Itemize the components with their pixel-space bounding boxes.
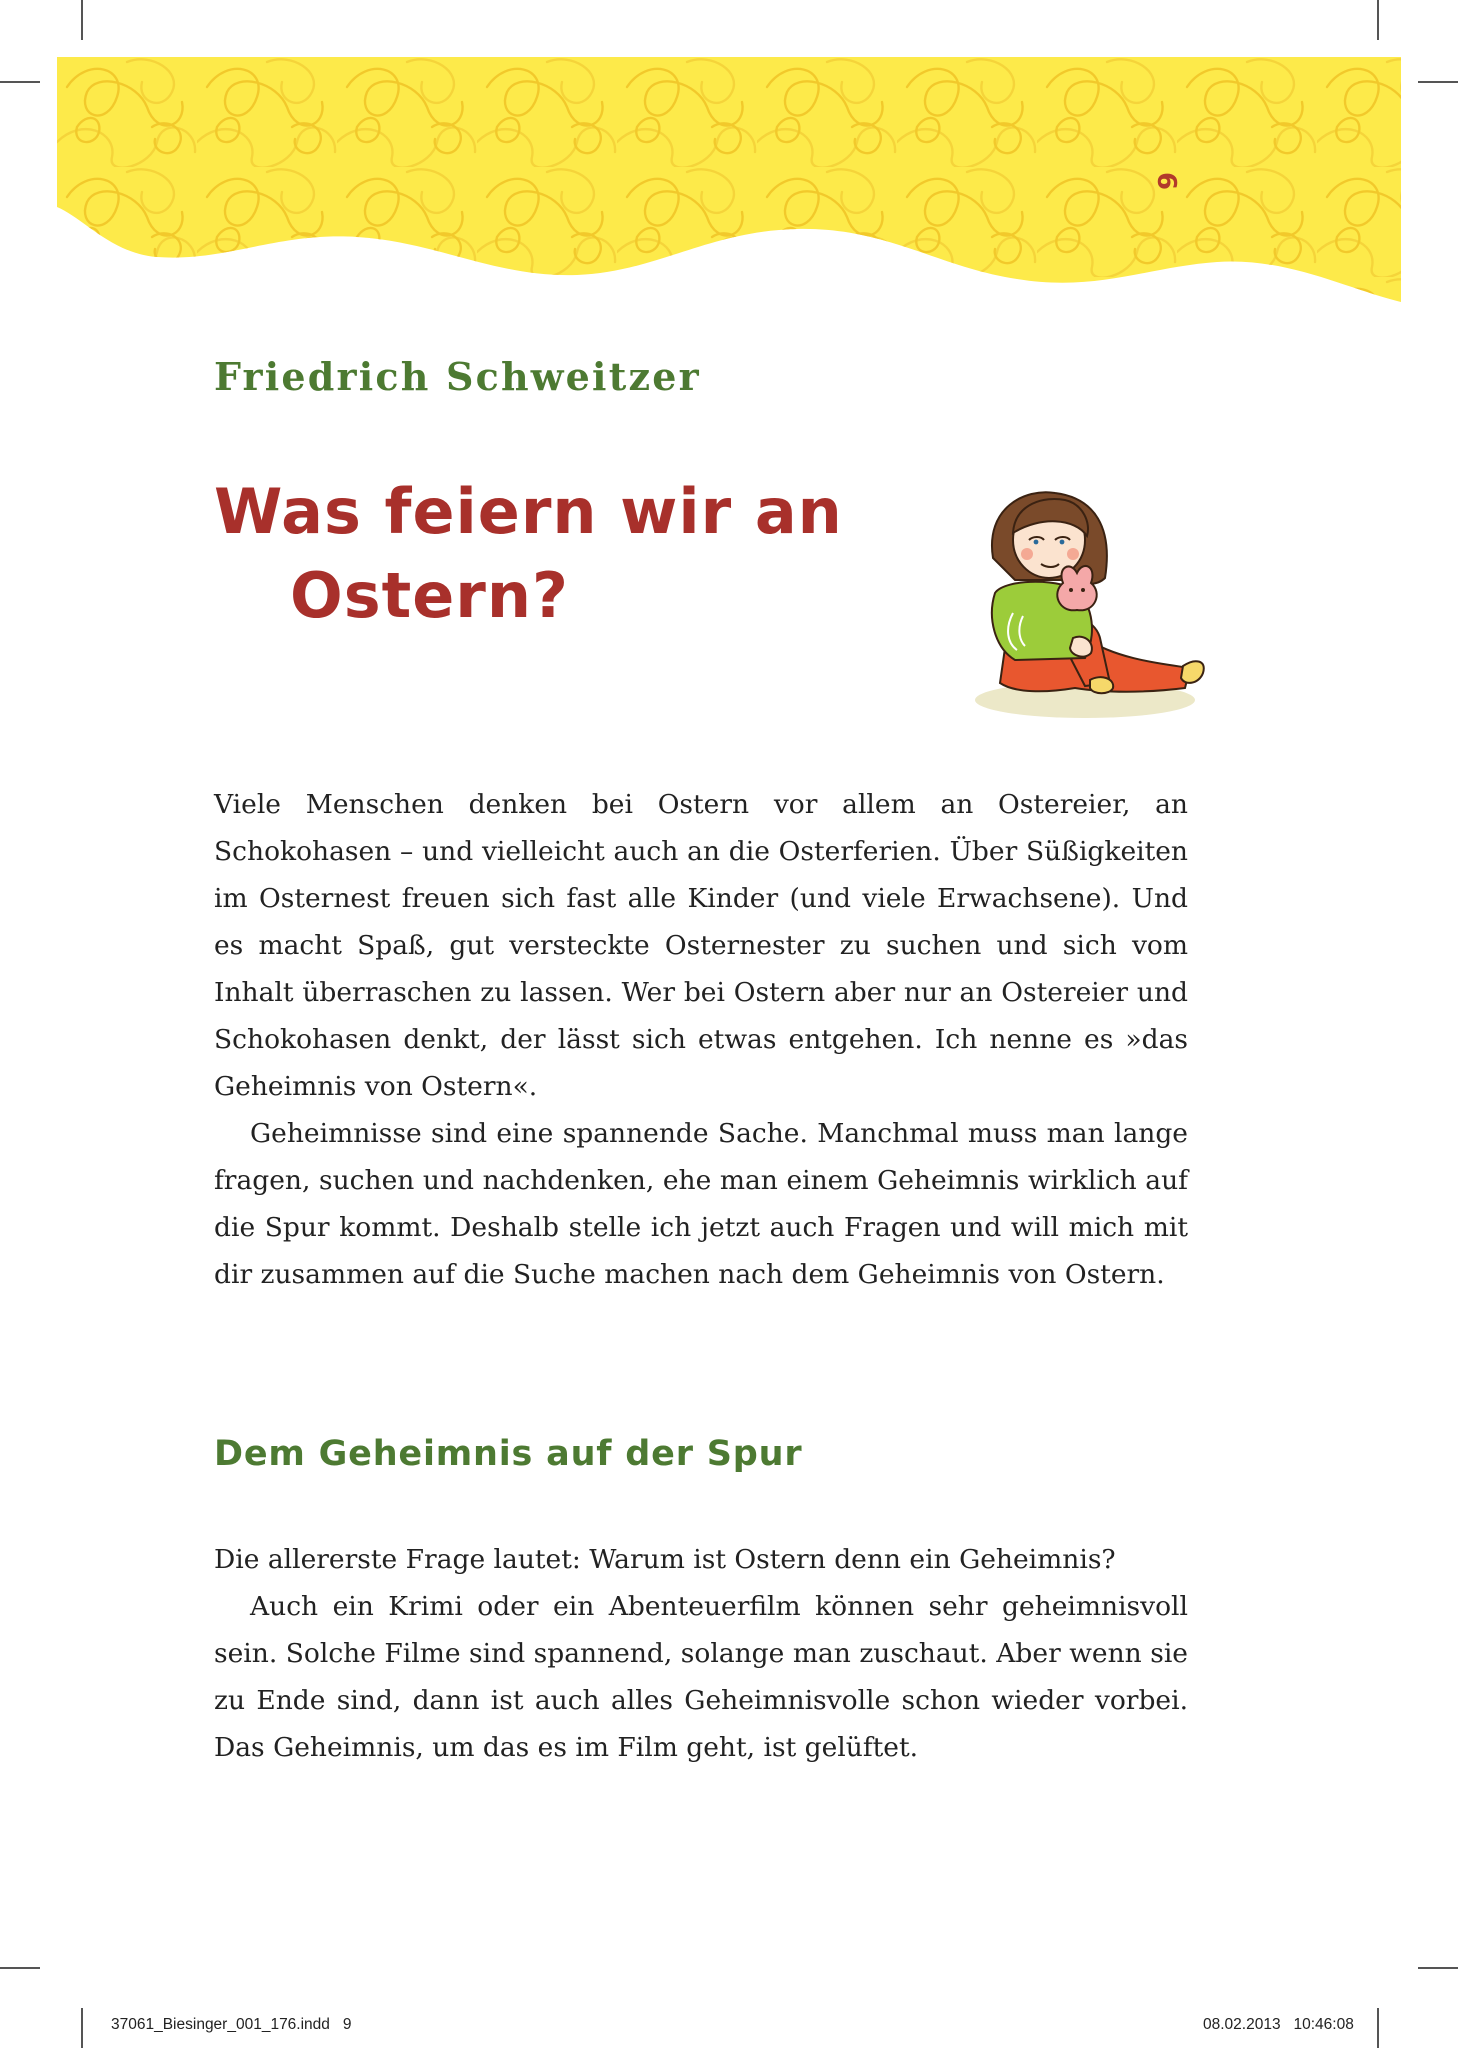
- footer-timestamp: 08.02.2013 10:46:08: [1203, 2016, 1354, 2033]
- title-line-1: Was feiern wir an: [214, 475, 843, 548]
- crop-mark: [81, 0, 83, 40]
- footer-file-info: 37061_Biesinger_001_176.indd 9: [111, 2016, 352, 2033]
- section-heading: Dem Geheimnis auf der Spur: [214, 1434, 803, 1474]
- crop-mark: [1418, 81, 1458, 83]
- header-band: [57, 57, 1401, 307]
- paragraph: Geheimnisse sind eine spannende Sache. Manchmal muss man lange fragen, suchen und nachdenken, ehe man einem Geheimnis wirklich auf die Spur kommt. Deshalb stelle ich jetzt auch Fragen und will mich mit dir zusammen auf die Suche machen nach dem Geheimnis von Ostern.: [214, 1118, 1188, 1290]
- intro-text: [214, 781, 1188, 1298]
- page-number: 9: [1154, 171, 1185, 191]
- title-line-2: Ostern?: [290, 559, 569, 632]
- crop-mark: [81, 2008, 83, 2048]
- author-name: Friedrich Schweitzer: [214, 354, 701, 399]
- paragraph: Viele Menschen denken bei Ostern vor allem an Ostereier, an Schokohasen – und vielleicht auch an die Osterferien. Über Süßigkeiten im Osternest freuen sich fast alle Kinder (und viele Erwachsene). Und es macht Spaß, gut versteckte Osternester zu suchen und sich vom Inhalt überraschen zu lassen. Wer bei Ostern aber nur an Ostereier und Schokohasen denkt, der lässt sich etwas entgehen. Ich nenne es »das Geheimnis von Ostern«.: [214, 789, 1188, 1102]
- crop-mark: [1377, 0, 1379, 40]
- crop-mark: [0, 1967, 40, 1969]
- article-title: [214, 470, 914, 638]
- crop-mark: [0, 81, 40, 83]
- paragraph: Die allererste Frage lautet: Warum ist Ostern denn ein Geheimnis?: [214, 1544, 1116, 1575]
- girl-sitting-illustration: [945, 488, 1220, 728]
- crop-mark: [1377, 2008, 1379, 2048]
- section-text: [214, 1536, 1188, 1771]
- crop-mark: [1418, 1967, 1458, 1969]
- paragraph: Auch ein Krimi oder ein Abenteuerfilm können sehr geheimnisvoll sein. Solche Filme sind spannend, solange man zuschaut. Aber wenn sie zu Ende sind, dann ist auch alles Geheimnisvolle schon wieder vorbei. Das Geheimnis, um das es im Film geht, ist gelüftet.: [214, 1591, 1188, 1763]
